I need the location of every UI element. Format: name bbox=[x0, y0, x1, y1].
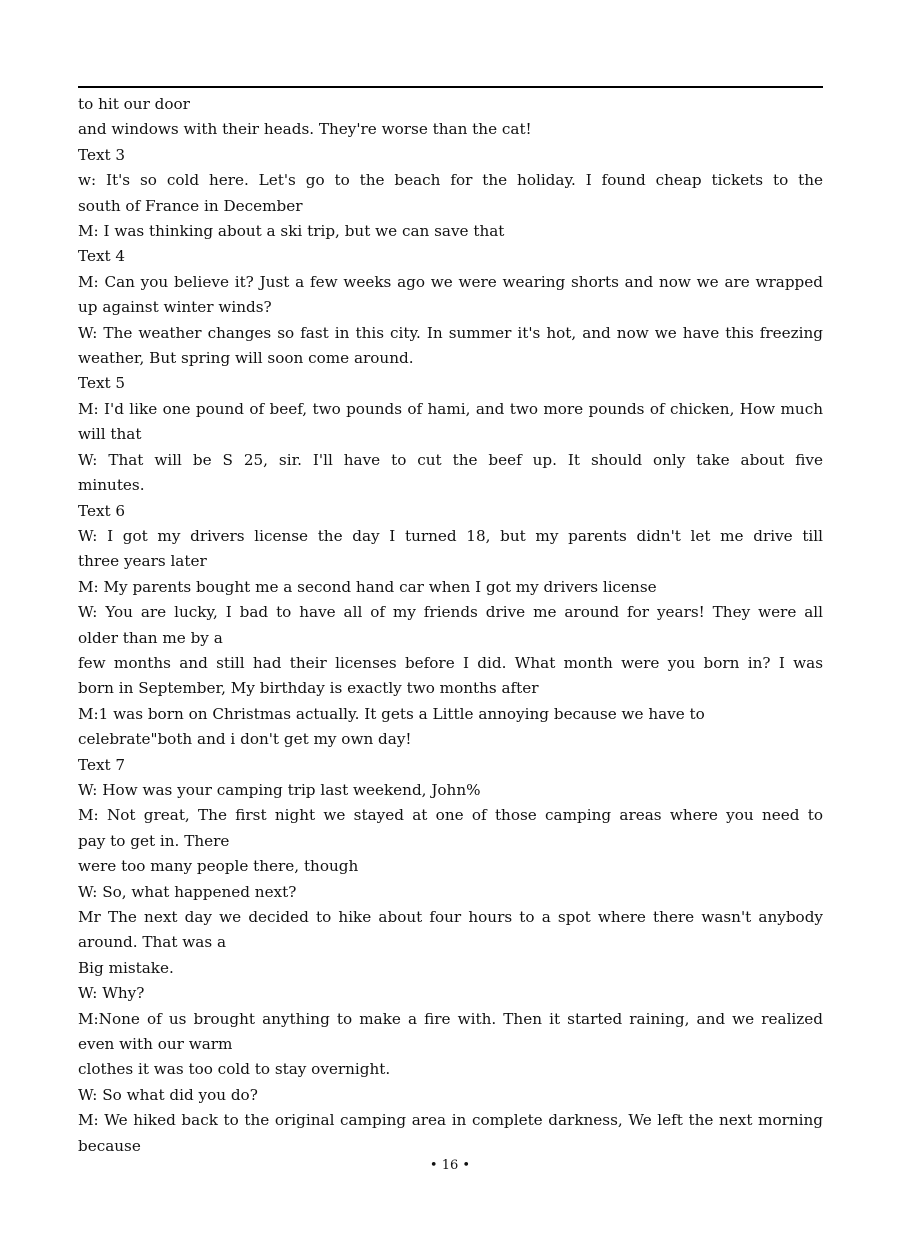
text-line: minutes. bbox=[78, 476, 145, 495]
text-line: W: Why? bbox=[78, 984, 145, 1003]
text-line: clothes it was too cold to stay overnight. bbox=[78, 1060, 391, 1079]
text-line: M: Can you believe it? Just a few weeks ago we were wearing shorts and now we are wrapped bbox=[78, 272, 823, 291]
text-line: W: How was your camping trip last weekend, John% bbox=[78, 780, 481, 799]
text-line: born in September, My birthday is exactly two months after bbox=[78, 679, 539, 698]
text-line: Text 7 bbox=[78, 755, 126, 774]
text-line: celebrate"both and i don't get my own day! bbox=[78, 730, 412, 749]
text-line: up against winter winds? bbox=[78, 298, 272, 317]
text-line: will that bbox=[78, 425, 142, 444]
text-line: because bbox=[78, 1136, 141, 1155]
text-line: W: So, what happened next? bbox=[78, 882, 297, 901]
text-line: M: I was thinking about a ski trip, but we can save that bbox=[78, 222, 505, 241]
text-line: Text 6 bbox=[78, 501, 126, 520]
text-line: M: Not great, The first night we stayed at one of those camping areas where you need to bbox=[78, 806, 823, 825]
text-line: and windows with their heads. They're worse than the cat! bbox=[78, 120, 532, 139]
text-line: M: My parents bought me a second hand car when I got my drivers license bbox=[78, 577, 657, 596]
transcript-body bbox=[78, 92, 823, 1159]
text-line: W: You are lucky, I bad to have all of my friends drive me around for years! They were all bbox=[78, 603, 823, 622]
text-line: around. That was a bbox=[78, 933, 227, 952]
text-line: to hit our door bbox=[78, 95, 190, 113]
text-line: W: The weather changes so fast in this city. In summer it's hot, and now we have this freezing bbox=[78, 323, 823, 342]
text-line: three years later bbox=[78, 552, 207, 571]
text-line: Text 3 bbox=[78, 145, 126, 164]
header-rule bbox=[78, 86, 823, 88]
text-line: W: So what did you do? bbox=[78, 1085, 258, 1104]
text-line: Mr The next day we decided to hike about four hours to a spot where there wasn't anybody bbox=[78, 908, 823, 926]
text-line: weather, But spring will soon come around. bbox=[78, 349, 414, 368]
text-line: Big mistake. bbox=[78, 958, 174, 977]
text-line: pay to get in. There bbox=[78, 831, 230, 850]
text-line: Text 4 bbox=[78, 247, 126, 266]
text-line: M:1 was born on Christmas actually. It gets a Little annoying because we have to bbox=[78, 704, 705, 723]
text-line: M: I'd like one pound of beef, two pounds of hami, and two more pounds of chicken, How much bbox=[78, 399, 823, 418]
page-number: • 16 • bbox=[429, 1158, 471, 1173]
text-line: south of France in December bbox=[78, 196, 303, 215]
text-line: M:None of us brought anything to make a fire with. Then it started raining, and we realized bbox=[78, 1009, 823, 1028]
text-line: even with our warm bbox=[78, 1035, 233, 1054]
text-line: W: I got my drivers license the day I turned 18, but my parents didn't let me drive till bbox=[78, 526, 823, 545]
text-line: M: We hiked back to the original camping area in complete darkness, We left the next morning bbox=[78, 1111, 823, 1130]
text-line: Text 5 bbox=[78, 374, 126, 393]
text-line: w: It's so cold here. Let's go to the beach for the holiday. I found cheap tickets to the bbox=[78, 171, 823, 190]
text-line: W: That will be S 25, sir. I'll have to cut the beef up. It should only take about five bbox=[78, 450, 823, 469]
text-line: few months and still had their licenses before I did. What month were you born in? I was bbox=[78, 653, 823, 672]
text-line: older than me by a bbox=[78, 628, 223, 647]
text-line: were too many people there, though bbox=[78, 857, 359, 876]
